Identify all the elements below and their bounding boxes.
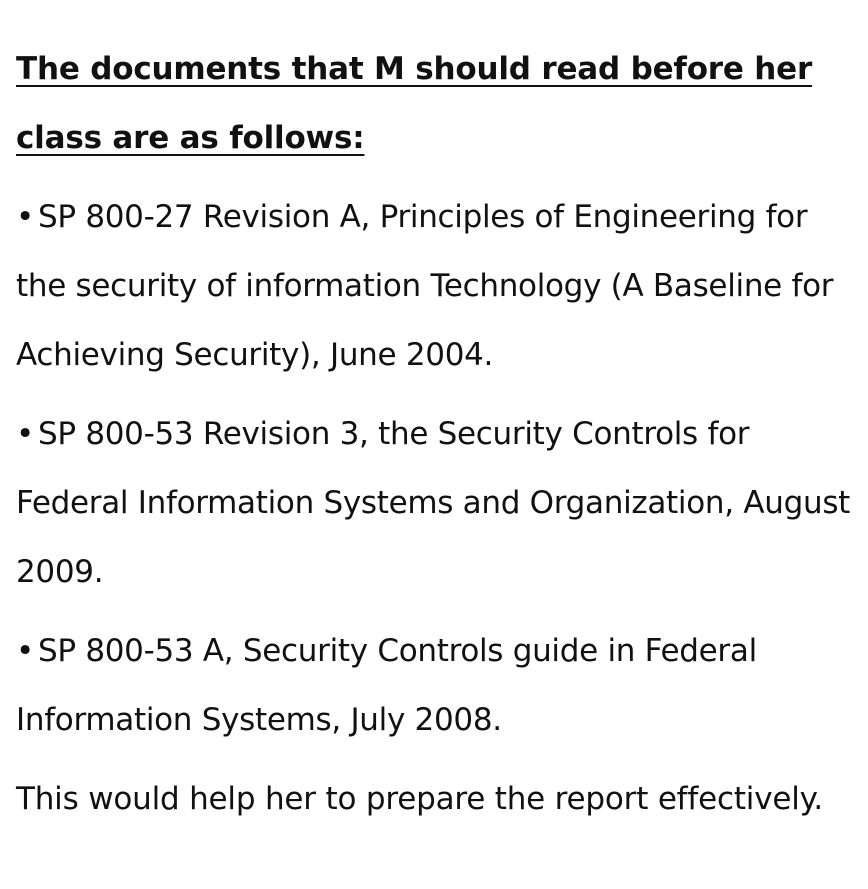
bullet-icon: • — [16, 416, 34, 452]
list-item-text: SP 800-53 Revision 3, the Security Controls for Federal Information Systems and Organization, August 2009. — [16, 416, 851, 590]
closing-paragraph: This would help her to prepare the report effectively. — [16, 781, 824, 817]
document-list — [16, 183, 852, 755]
list-item — [16, 400, 852, 607]
bullet-icon: • — [16, 199, 34, 235]
list-item-text: SP 800-53 A, Security Controls guide in Federal Information Systems, July 2008. — [16, 633, 757, 738]
bullet-icon: • — [16, 633, 34, 669]
list-item — [16, 617, 852, 755]
document-page — [16, 35, 852, 834]
list-item-text: SP 800-27 Revision A, Principles of Engineering for the security of information Technology (A Baseline for Achieving Security), June 2004. — [16, 199, 834, 373]
list-item — [16, 183, 852, 390]
document-heading: The documents that M should read before her class are as follows: — [16, 51, 813, 156]
